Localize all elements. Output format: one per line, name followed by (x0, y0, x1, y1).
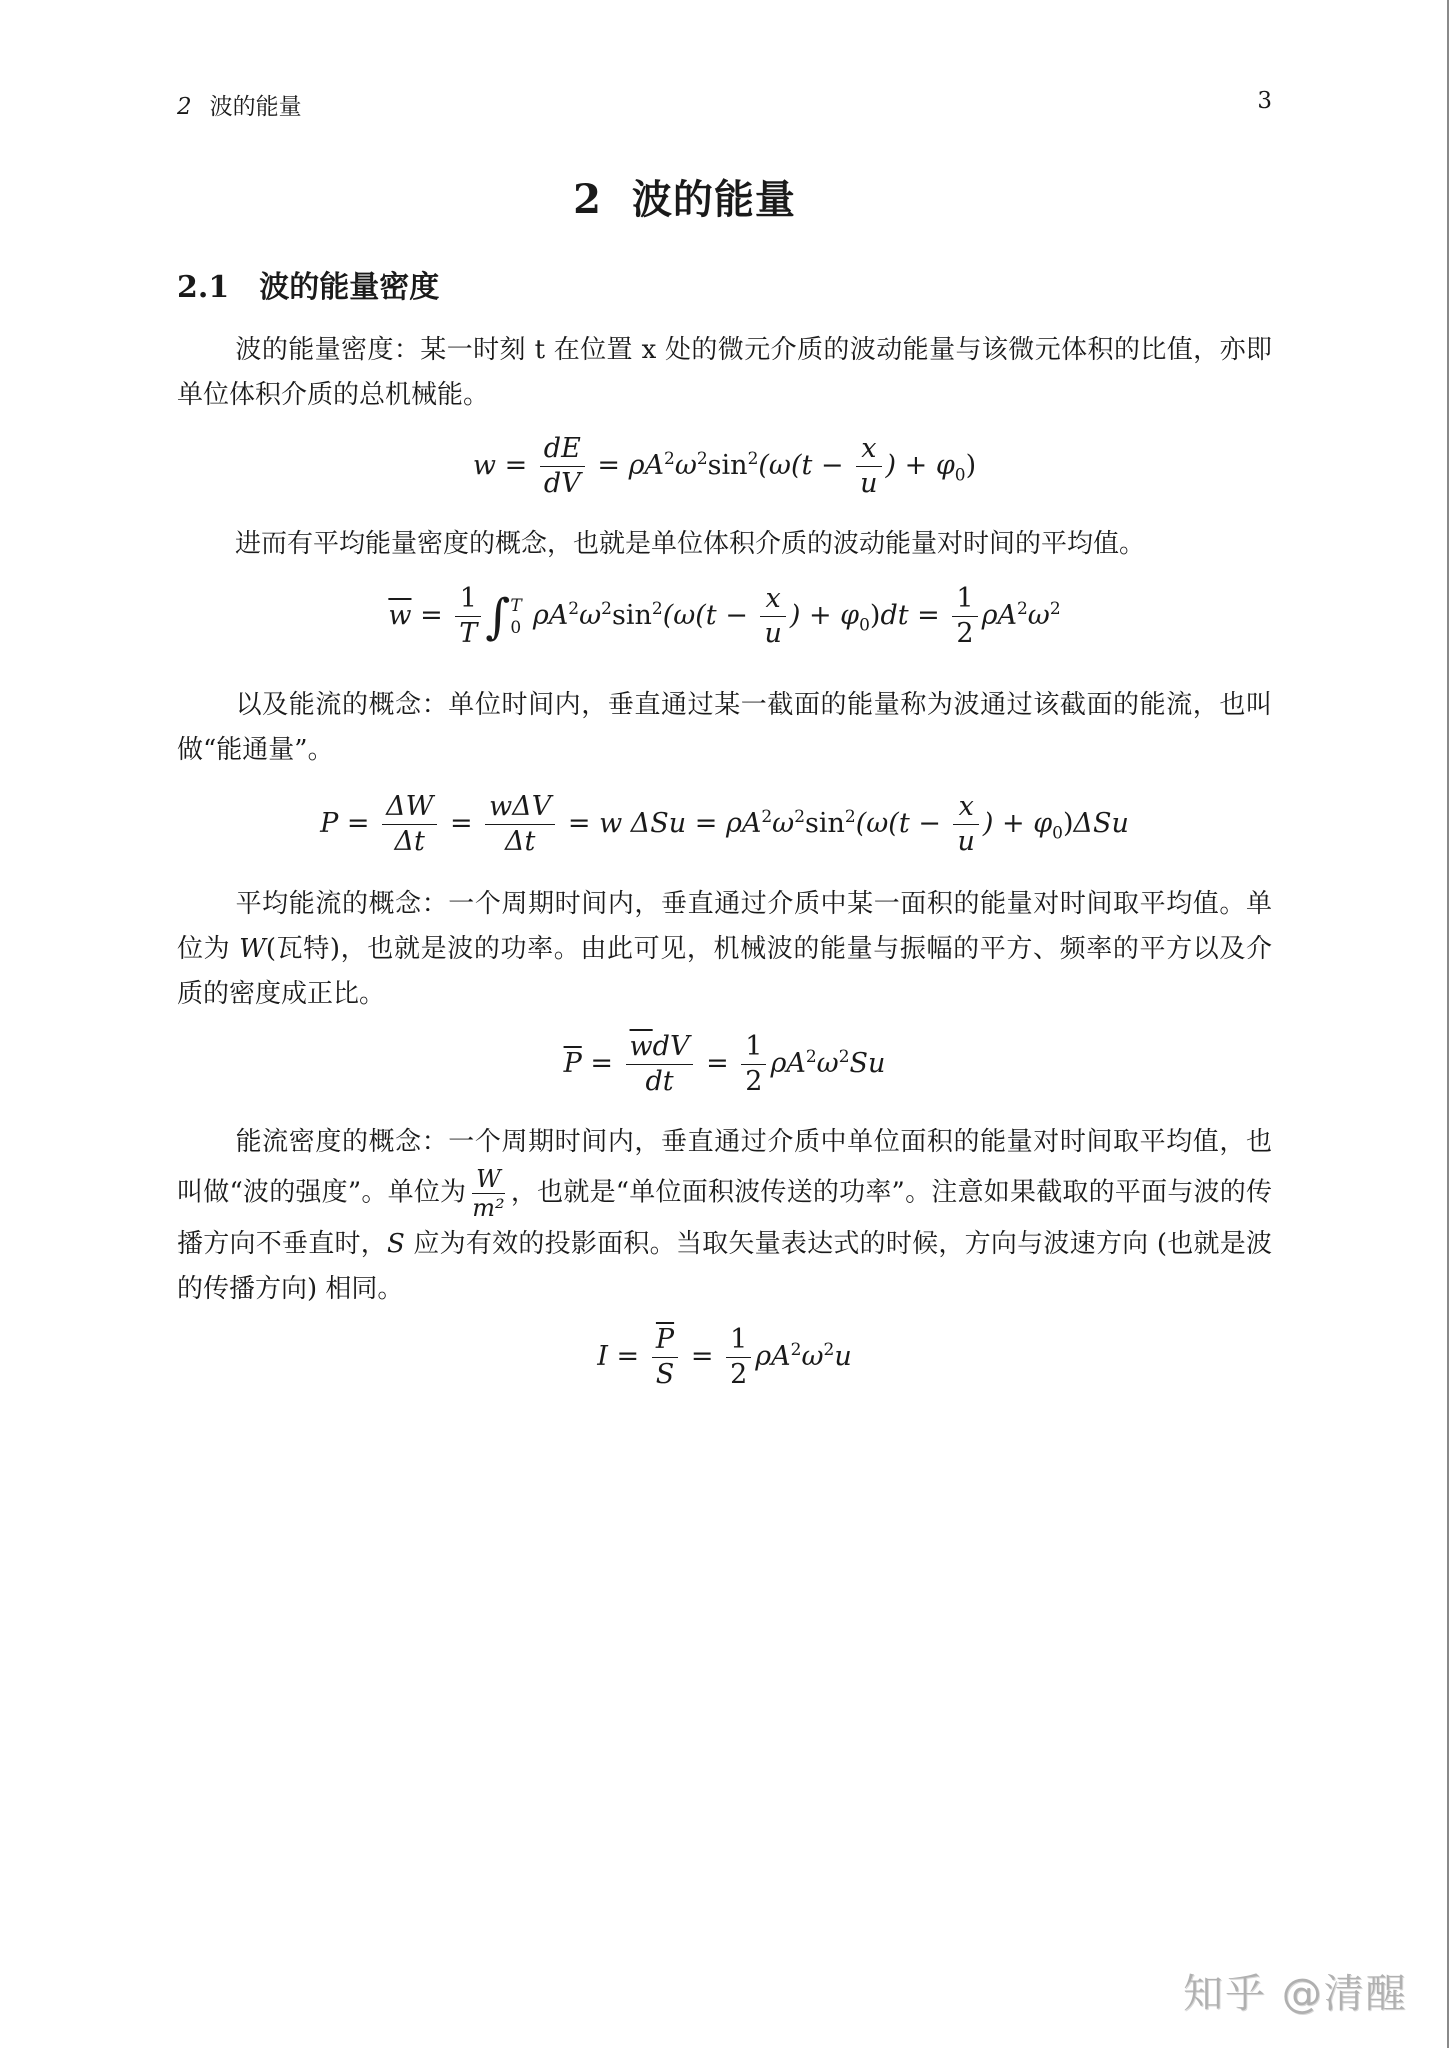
running-header-section-number: 2 (177, 94, 192, 120)
area-symbol: S (387, 1229, 405, 1259)
paragraph-text: 波的能量密度：某一时刻 t 在位置 x 处的微元介质的波动能量与该微元体积的比值，亦即单位体积介质的总机械能。 (177, 335, 1272, 410)
unit-fraction: $\frac{W}{\text{m²}}$ (472, 1165, 505, 1222)
paragraph-mean-energy-flow: 平均能流的概念：一个周期时间内，垂直通过介质中某一面积的能量对时间取平均值。单位为 W(瓦特)，也就是波的功率。由此可见，机械波的能量与振幅的平方、频率的平方以及介质的密度成正比。 (177, 889, 1273, 1009)
subsection-title (177, 262, 439, 306)
subsection-number: 2.1 (177, 270, 230, 305)
paragraph-energy-flow-density: 能流密度的概念：一个周期时间内，垂直通过介质中单位面积的能量对时间取平均值，也叫做“波的强度”。单位为 $\frac{W}{\text{m²}}$ ，也就是“单位面积波传送的功率”。注意如果截取的平面与波的传播方向不垂直时，S 应为有效的投影面积。当取矢量表达式的时候，方向与波速方向 (也就是波的传播方向) 相同。 (177, 1127, 1272, 1304)
running-header-title (177, 88, 302, 121)
equation-mean-energy-flow: $\overline{P}$ = $\frac{\overline{w}dV}{dt}$ = $\frac{1}{2}$ $\rho A^2\omega^2Su$ (563, 1031, 886, 1097)
equation-intensity: I = $\frac{\overline{P}}{S}$ = $\frac{1}{2}$ $\rho A^2\omega^2u$ (597, 1324, 852, 1390)
running-header-section-title: 波的能量 (209, 94, 302, 120)
paragraph-energy-density (177, 328, 1272, 418)
running-header (177, 88, 1272, 122)
paragraph-energy-flow (177, 683, 1272, 773)
paragraph-text: 进而有平均能量密度的概念，也就是单位体积介质的波动能量对时间的平均值。 (235, 529, 1146, 559)
section-title-text: 波的能量 (631, 176, 796, 223)
section-title (177, 168, 1192, 225)
paragraph-text: 以及能流的概念：单位时间内，垂直通过某一截面的能量称为波通过该截面的能流，也叫做“能通量”。 (177, 690, 1272, 765)
section-number: 2 (573, 176, 602, 223)
equation-mean-energy-density: $\overline{w}$ = $\frac{1}{T}$ ∫ T 0 $\rho A^2\omega^2\sin^2(\omega(t$ − $\frac{x}{u}$ ) + $\varphi_0)dt$ = $\frac{1}{2}$ $\rho A^2\omega^2$ (388, 583, 1061, 649)
equation-energy-density: w = $\frac{dE}{dV}$ = $\rho A^2\omega^2\sin^2(\omega(t$ − $\frac{x}{u}$ ) + $\varphi_0$) (472, 433, 977, 499)
zhihu-watermark: 知乎 @清醒 (1183, 1971, 1408, 2017)
subsection-title-text: 波的能量密度 (259, 270, 440, 305)
unit-watt-symbol: W (239, 934, 266, 964)
page-number: 3 (1257, 88, 1272, 114)
paragraph-mean-energy-density (177, 522, 1272, 567)
equation-energy-flow: P = $\frac{\Delta W}{\Delta t}$ = $\frac{\text{wΔV}}{\Delta t}$ = w $\Delta Su = \rho A^2\omega^2\sin^2(\omega(t$ − $\frac{x}{u}$ ) + $\varphi_0)\Delta Su$ (320, 791, 1129, 857)
